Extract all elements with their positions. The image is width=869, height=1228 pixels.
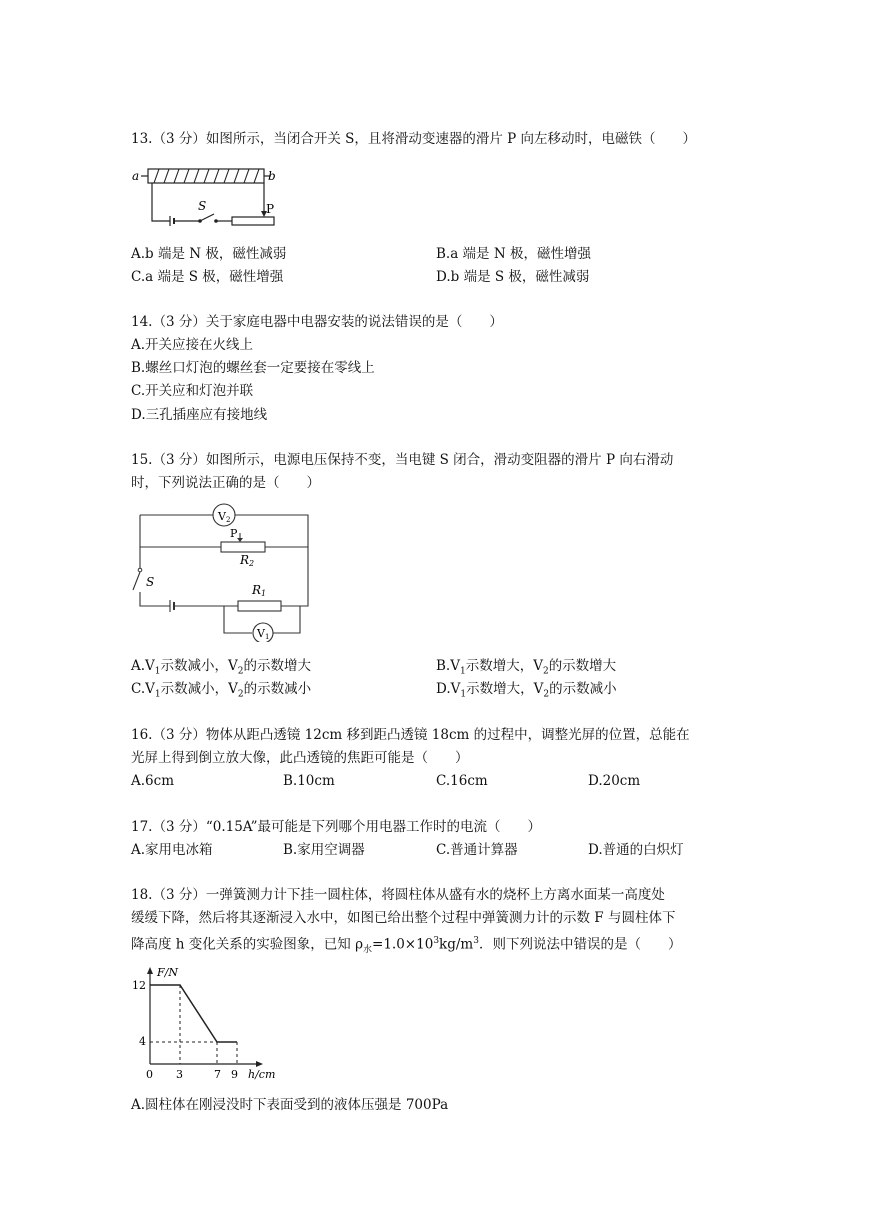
q16-stem-line2: 光屏上得到倒立放大像，此凸透镜的焦距可能是（ ） bbox=[131, 750, 469, 766]
q15-p-label: P bbox=[230, 527, 238, 540]
q13-label-p: P bbox=[266, 202, 275, 216]
q17-option-c: C.普通计算器 bbox=[436, 842, 518, 858]
q14-stem: 14.（3 分）关于家庭电器中电器安装的说法错误的是（ ） bbox=[131, 314, 503, 330]
q17-stem: 17.（3 分）“0.15A”最可能是下列哪个用电器工作时的电流（ ） bbox=[131, 819, 541, 835]
q15-stem-line2: 时，下列说法正确的是（ ） bbox=[131, 475, 320, 491]
q18-tick-y12: 12 bbox=[132, 979, 146, 992]
q16-stem-line1: 16.（3 分）物体从距凸透镜 12cm 移到距凸透镜 18cm 的过程中，调整光屏的位置，总能在 bbox=[131, 727, 690, 743]
q13-stem: 13.（3 分）如图所示，当闭合开关 S，且将滑动变速器的滑片 P 向左移动时，电磁铁（ ） bbox=[131, 131, 697, 147]
q15-r2-label: R2 bbox=[240, 553, 255, 568]
q13-option-d: D.b 端是 S 极，磁性减弱 bbox=[436, 269, 590, 285]
q13-label-b: b bbox=[268, 169, 276, 183]
q15-option-d: $D.V_1$示数增大，$V_2$的示数减小 bbox=[436, 681, 617, 700]
q17-option-a: A.家用电冰箱 bbox=[131, 842, 213, 858]
q17-option-d: D.普通的白炽灯 bbox=[588, 842, 684, 858]
q18-tick-x9: 9 bbox=[231, 1068, 238, 1081]
q13-circuit-figure bbox=[130, 164, 280, 228]
q18-stem-line3: 降高度 h 变化关系的实验图象，已知 $\rho_水=1.0\times 10^3kg/m^3$．则下列说法中错误的是（ ） bbox=[131, 936, 682, 956]
q14-option-a: A.开关应接在火线上 bbox=[131, 337, 254, 353]
q16-option-b: B.10cm bbox=[283, 773, 335, 789]
q16-option-d: D.20cm bbox=[588, 773, 641, 789]
q16-option-a: A.6cm bbox=[131, 773, 174, 789]
q13-option-b: B.a 端是 N 极，磁性增强 bbox=[436, 246, 591, 262]
q18-tick-x0: 0 bbox=[146, 1068, 153, 1081]
q15-v1-label: V1 bbox=[257, 627, 270, 641]
q18-x-axis-label: h/cm bbox=[248, 1068, 276, 1081]
q18-stem-line2: 缓缓下降，然后将其逐渐浸入水中，如图已给出整个过程中弹簧测力计的示数 F 与圆柱体下 bbox=[131, 910, 676, 926]
q13-label-s: S bbox=[198, 199, 207, 213]
q15-option-c: $C.V_1$示数减小，$V_2$的示数减小 bbox=[131, 681, 312, 700]
q18-tick-x3: 3 bbox=[176, 1068, 183, 1081]
q15-v2-label: V2 bbox=[218, 510, 231, 524]
q15-circuit-figure bbox=[128, 502, 318, 642]
q13-label-a: a bbox=[132, 169, 140, 183]
q18-graph-figure bbox=[130, 964, 280, 1082]
q18-option-a: A.圆柱体在刚浸没时下表面受到的液体压强是 700Pa bbox=[131, 1097, 449, 1113]
q15-stem-line1: 15.（3 分）如图所示，电源电压保持不变，当电键 S 闭合，滑动变阻器的滑片 P 向右滑动 bbox=[131, 452, 674, 468]
q18-tick-x7: 7 bbox=[214, 1068, 221, 1081]
q13-option-a: A.b 端是 N 极，磁性减弱 bbox=[131, 246, 287, 262]
q14-option-b: B.螺丝口灯泡的螺丝套一定要接在零线上 bbox=[131, 360, 375, 376]
q15-s-label: S bbox=[146, 575, 155, 589]
q16-option-c: C.16cm bbox=[436, 773, 488, 789]
q18-tick-y4: 4 bbox=[139, 1035, 146, 1048]
q18-y-axis-label: F/N bbox=[157, 966, 178, 979]
q14-option-d: D.三孔插座应有接地线 bbox=[131, 407, 268, 423]
q15-r1-label: R1 bbox=[252, 583, 267, 598]
q15-option-b: $B.V_1$示数增大，$V_2$的示数增大 bbox=[436, 658, 617, 677]
q17-option-b: B.家用空调器 bbox=[283, 842, 365, 858]
q15-option-a: $A.V_1$示数减小，$V_2$的示数增大 bbox=[131, 658, 312, 677]
q14-option-c: C.开关应和灯泡并联 bbox=[131, 383, 254, 399]
q13-option-c: C.a 端是 S 极，磁性增强 bbox=[131, 269, 284, 285]
q18-stem-line1: 18.（3 分）一弹簧测力计下挂一圆柱体，将圆柱体从盛有水的烧杯上方离水面某一高度处 bbox=[131, 887, 665, 903]
